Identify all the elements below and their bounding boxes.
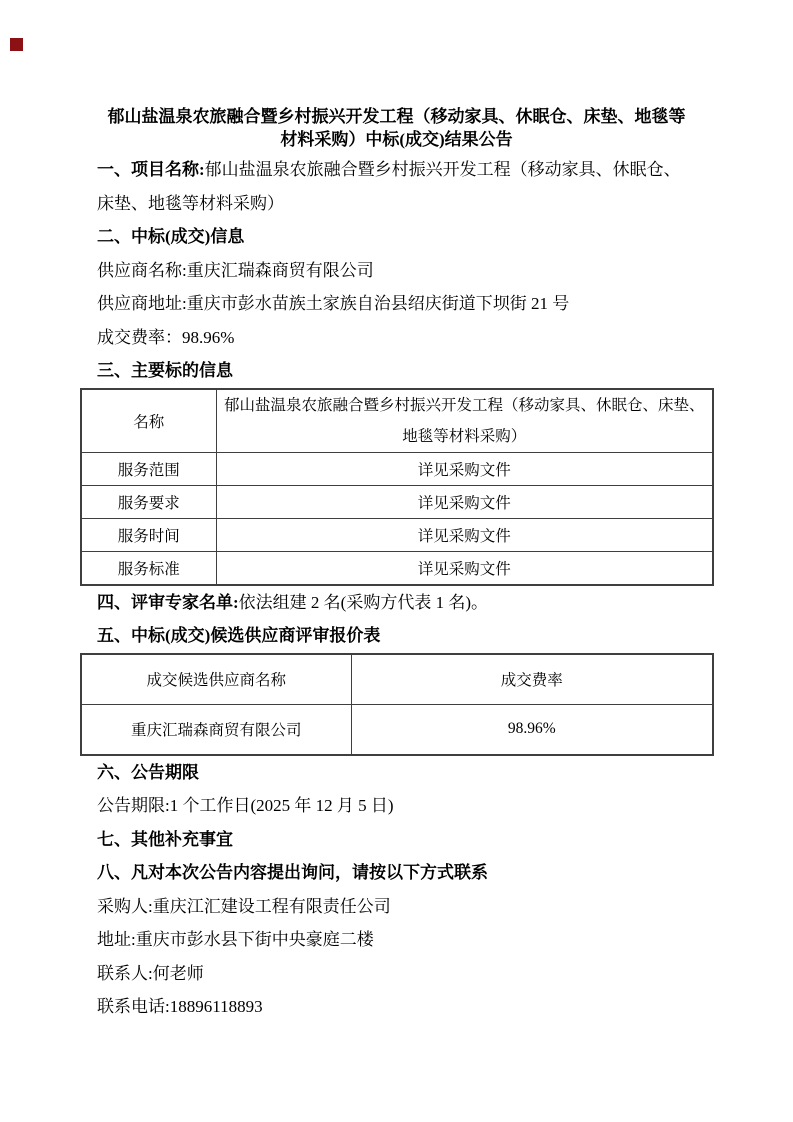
subject-info-table: [80, 388, 714, 586]
row-value-name-line-2: 地毯等材料采购）: [402, 427, 527, 445]
section-1-line-2: 床垫、地毯等材料采购）: [97, 193, 284, 213]
row-label-service-standard: 服务标准: [81, 552, 216, 585]
candidate-name-cell: 重庆汇瑞森商贸有限公司: [81, 705, 351, 755]
section-3-heading: 三、主要标的信息: [97, 361, 233, 380]
deal-rate-line: 成交费率：98.96%: [97, 327, 235, 347]
section-5-heading: 五、中标(成交)候选供应商评审报价表: [97, 626, 381, 645]
contact-person-line: 联系人:何老师: [97, 963, 204, 983]
col-header-supplier-name: 成交候选供应商名称: [81, 654, 351, 705]
section-1-label: 一、项目名称:: [97, 160, 205, 179]
row-value-name: [216, 389, 713, 453]
row-label-service-time: 服务时间: [81, 519, 216, 552]
red-marker: [10, 38, 23, 51]
table-header-row: [81, 654, 713, 705]
announcement-period-line: 公告期限:1 个工作日(2025 年 12 月 5 日): [97, 796, 394, 815]
supplier-address-line: 供应商地址:重庆市彭水苗族土家族自治县绍庆街道下坝街 21 号: [97, 294, 570, 313]
section-4-value: 依法组建 2 名(采购方代表 1 名)。: [238, 592, 488, 612]
section-7-heading: 七、其他补充事宜: [97, 829, 233, 849]
candidate-suppliers-table: [80, 653, 714, 756]
table-row-service-standard: [81, 552, 713, 585]
row-value-service-scope: 详见采购文件: [216, 453, 713, 486]
section-4-experts: [0, 586, 793, 620]
purchaser-line: 采购人:重庆江汇建设工程有限责任公司: [97, 896, 391, 916]
section-1-project-name: [0, 153, 793, 220]
supplier-name-line: 供应商名称:重庆汇瑞森商贸有限公司: [97, 260, 374, 280]
section-8-heading: 八、凡对本次公告内容提出询问，请按以下方式联系: [97, 863, 488, 882]
row-label-service-requirement: 服务要求: [81, 486, 216, 519]
contact-phone-line: 联系电话:18896118893: [97, 997, 263, 1016]
row-label-name: 名称: [81, 389, 216, 453]
table-row-service-time: [81, 519, 713, 552]
section-2-heading: 二、中标(成交)信息: [97, 227, 245, 246]
row-label-service-scope: 服务范围: [81, 453, 216, 486]
candidate-rate-cell: 98.96%: [351, 705, 713, 755]
table-row-candidate: [81, 705, 713, 755]
row-value-name-line-1: 郁山盐温泉农旅融合暨乡村振兴开发工程（移动家具、休眠仓、床垫、: [223, 396, 705, 414]
col-header-deal-rate: 成交费率: [351, 654, 713, 705]
row-value-service-time: 详见采购文件: [216, 519, 713, 552]
page-title-line-2: 材料采购）中标(成交)结果公告: [280, 130, 513, 149]
row-value-service-standard: 详见采购文件: [216, 552, 713, 585]
document-body: [0, 105, 793, 1024]
section-1-value: 郁山盐温泉农旅融合暨乡村振兴开发工程（移动家具、休眠仓、: [204, 160, 681, 179]
row-value-service-requirement: 详见采购文件: [216, 486, 713, 519]
table-row-service-requirement: [81, 486, 713, 519]
page-title-line-1: 郁山盐温泉农旅融合暨乡村振兴开发工程（移动家具、休眠仓、床垫、地毯等: [107, 107, 686, 126]
section-1-line-1: [97, 153, 765, 187]
page-title: [0, 105, 793, 151]
table-row-name: [81, 389, 713, 453]
section-4-label: 四、评审专家名单:: [97, 592, 239, 612]
section-6-heading: 六、公告期限: [97, 762, 199, 782]
table-row-service-scope: [81, 453, 713, 486]
purchaser-address-line: 地址:重庆市彭水县下街中央豪庭二楼: [97, 930, 374, 949]
